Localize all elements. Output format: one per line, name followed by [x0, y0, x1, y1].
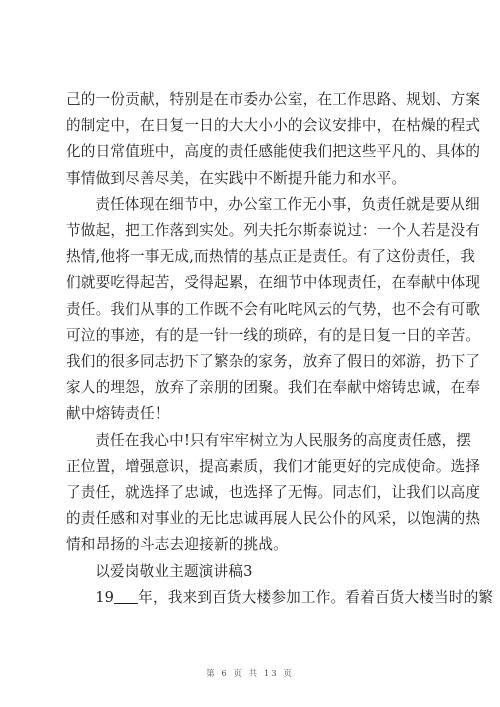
- document-body: [66, 87, 494, 611]
- paragraph: [66, 585, 494, 611]
- text-line: 可泣的事迹，有的是一针一线的琐碎，有的是日复一日的辛苦。: [66, 326, 481, 344]
- text-line: 的制定中，在日复一日的大大小小的会议安排中，在枯燥的程式: [66, 117, 481, 135]
- paragraph: [66, 428, 481, 559]
- text-line: 节做起，把工作落到实处。列夫托尔斯泰说过：一个人若是没有: [66, 222, 481, 240]
- text-line: 家人的埋怨，放弃了亲朋的团聚。我们在奉献中熔铸忠诚，在奉: [66, 379, 481, 397]
- heading-text: 以爱岗敬业主题演讲稿3: [95, 562, 253, 580]
- text-line: 责任体现在细节中，办公室工作无小事，负责任就是要从细: [95, 195, 480, 213]
- section-heading: [66, 559, 434, 585]
- text-line: 责任。我们从事的工作既不会有叱咤风云的气势，也不会有可歌: [66, 300, 481, 318]
- text-line: 责任在我心中!只有牢牢树立为人民服务的高度责任感，摆: [95, 431, 472, 449]
- text-line: 的责任感和对事业的无比忠诚再展人民公仆的风采，以饱满的热: [66, 510, 481, 528]
- text-line: 情和昂扬的斗志去迎接新的挑战。: [66, 536, 288, 554]
- text-line: 献中熔铸责任！: [66, 405, 170, 423]
- text-line: 们就要吃得起苦，受得起累，在细节中体现责任，在奉献中体现: [66, 274, 481, 292]
- text-line: [66, 585, 494, 611]
- year-suffix: 年，我来到百货大楼参加工作。看着百货大楼当时的繁: [138, 588, 494, 606]
- year-prefix: 19: [95, 588, 115, 606]
- text-line: 热情,他将一事无成,而热情的基点正是责任。有了这份责任，我: [66, 248, 476, 266]
- paragraph: [66, 87, 481, 192]
- text-line: 己的一份贡献，特别是在市委办公室，在工作思路、规划、方案: [66, 91, 481, 108]
- underline-blank: [114, 589, 138, 604]
- page-number-footer: 第 6 页 共 13 页: [206, 669, 294, 679]
- text-line: 事情做到尽善尽美，在实践中不断提升能力和水平。: [66, 169, 407, 187]
- text-line: 了责任，就选择了忠诚，也选择了无悔。同志们，让我们以高度: [66, 484, 481, 502]
- text-line: 化的日常值班中，高度的责任感能使我们把这些平凡的、具体的: [66, 143, 481, 161]
- text-line: 我们的很多同志扔下了繁杂的家务，放弃了假日的郊游，扔下了: [66, 353, 481, 371]
- text-line: 正位置，增强意识，提高素质，我们才能更好的完成使命。选择: [66, 457, 481, 475]
- paragraph: [66, 192, 481, 428]
